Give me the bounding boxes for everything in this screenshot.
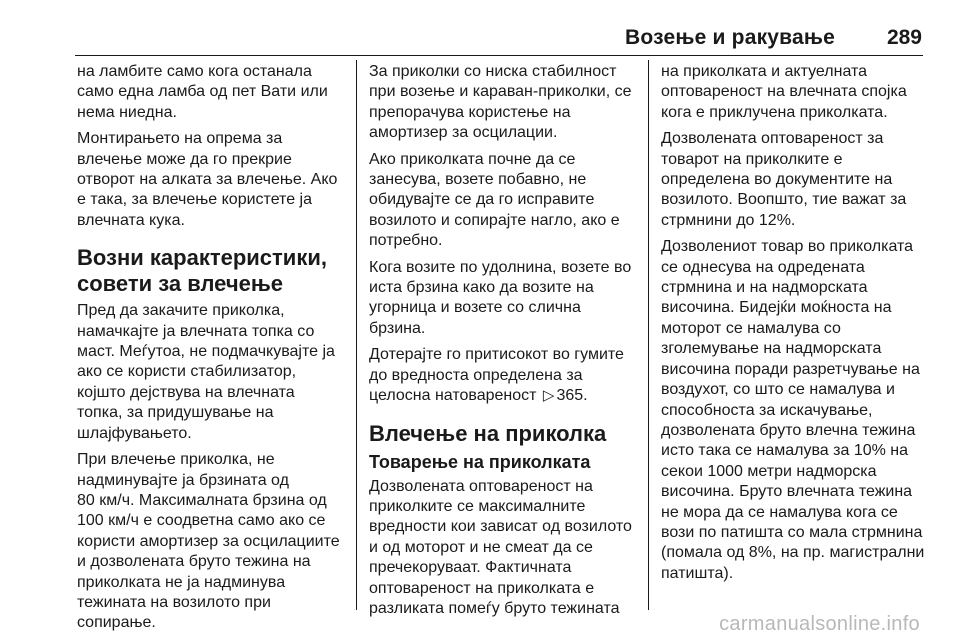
paragraph-towing-equipment: Монтирањето на опрема за влечење може да го прекрие отворот на алката за влечење. Ако е така, за влечење користете ја влечната кука.	[77, 130, 338, 229]
page-reference-arrow-icon: ▷	[542, 387, 555, 405]
paragraph-stability: За приколки со ниска стабилност при возење и караван-приколки, се препорачува користење на амортизер за осцилации.	[369, 63, 632, 142]
section-heading-driving-characteristics: Возни карактеристики, совети за влечење	[77, 245, 327, 297]
page-number: 289	[886, 26, 922, 49]
paragraph-speed-limit: При влечење приколка, не надминувајте ја брзината од 80 км/ч. Максималната брзина од 100 км/ч е соодветна само ако се користи амортизер за осцилациите и дозволената бруто тежина на приколката не ја надминува тежината на возилото при сопирање.	[77, 451, 340, 632]
paragraph-actual-load: на приколката и актуелната оптовареност на влечната спојка кога е приклучена приколката.	[661, 63, 907, 121]
paragraph-downhill: Кога возите по удолнина, возете во иста брзина како да возите на угорница и возете со слична брзина.	[369, 258, 632, 337]
paragraph-permitted-load: Дозволената оптовареност за товарот на приколките е определена во документите на возилото. Воопшто, тие важат за стрмнини до 12%.	[661, 130, 907, 229]
paragraph-trailer-loads: Дозволената оптовареност на приколките се максималните вредности кои зависат од возилото и од моторот и не смеат да се пречекоруваат. Фактичната оптовареност на приколката е разликата помеѓу бруто тежината	[369, 477, 632, 617]
paragraph-tyre-pressure	[369, 345, 639, 406]
subsection-heading-trailer-loading: Товарење на приколката	[369, 451, 591, 472]
paragraph-bulb-warning: на ламбите само кога останала само една ламба од пет Вати или нема ниедна.	[77, 63, 328, 121]
page-header-title: Возење и ракување	[625, 26, 835, 49]
text-column-1	[77, 62, 347, 640]
header-divider	[75, 55, 923, 56]
text-column-2	[369, 62, 639, 625]
page-reference-link[interactable]: 365.	[556, 387, 588, 405]
section-heading-trailer-towing: Влечење на приколка	[369, 420, 607, 446]
paragraph-swaying: Ако приколката почне да се занесува, возете побавно, не обидувајте се да го исправите возилото и сопирајте нагло, ако е потребно.	[369, 150, 620, 250]
watermark: carmanualsonline.info	[719, 613, 920, 635]
tyre-pressure-text: Дотерајте го притисокот во гумите до вредноста определена за целосна натовареност	[369, 346, 624, 405]
column-divider-right	[648, 60, 649, 610]
paragraph-lubrication: Пред да закачите приколка, намачкајте ја влечната топка со маст. Меѓутоа, не подмачкувајте ја ако се користи стабилизатор, којшто дејствува на влечната топка, за придушување на шлајфувањето.	[77, 302, 335, 442]
paragraph-altitude: Дозволениот товар во приколката се однесува на одредената стрмнина и на надморската височина. Бидејќи моќноста на моторот се намалува со зголемување на надморската височина поради разретчување на воздухот, со што се намалува и способноста за искачување, дозволената бруто влечна тежина исто така се намалува за 10% на секои 1000 метри надморска височина. Бруто влечната тежина не мора да се намалува кога се вози по патишта со мала стрмнина (помала од 8%, на пр. магистрални патишта).	[661, 238, 925, 582]
column-divider-left	[356, 60, 357, 610]
text-column-3	[661, 62, 926, 590]
